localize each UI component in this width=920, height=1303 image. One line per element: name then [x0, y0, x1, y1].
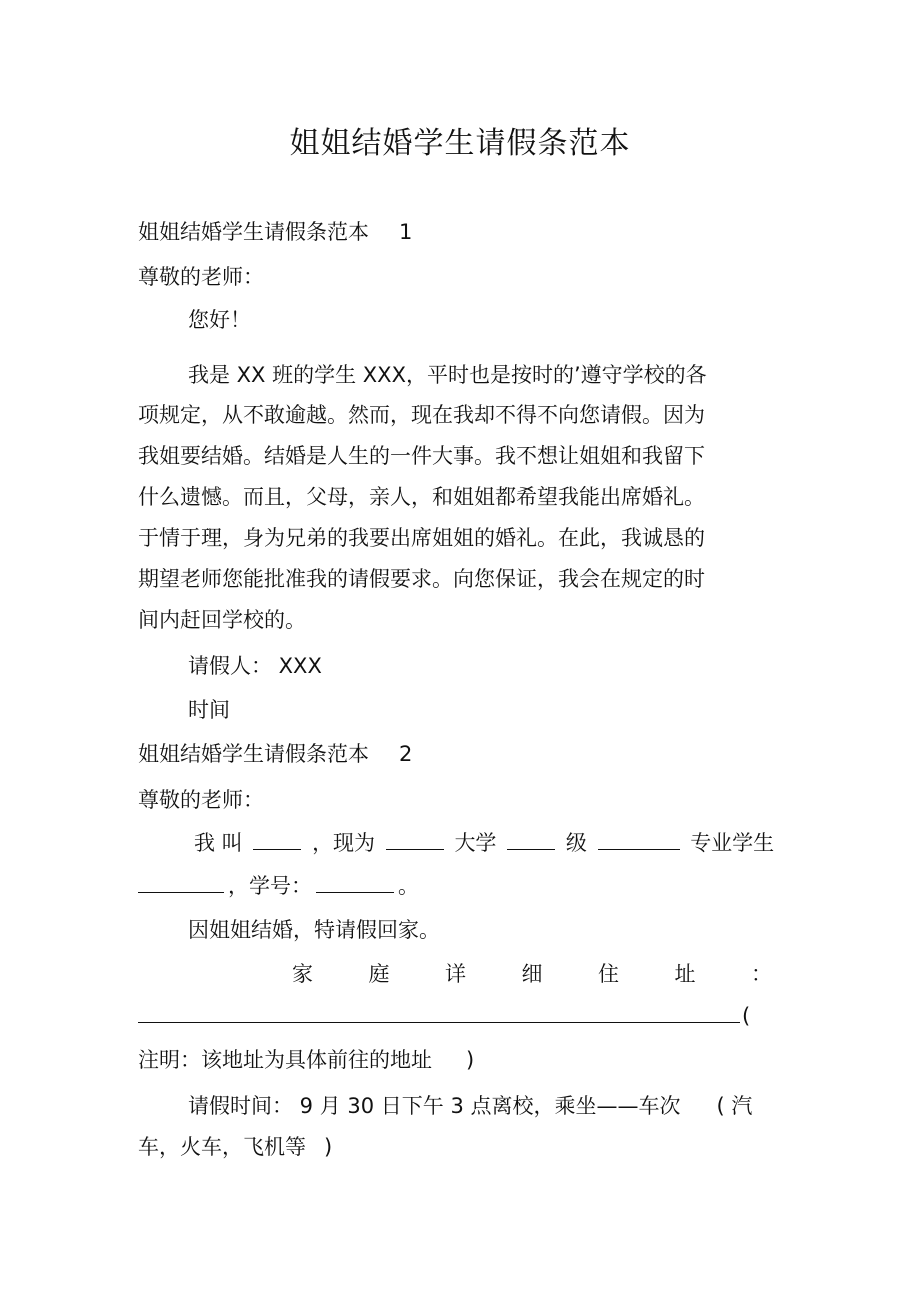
- name-blank: [253, 829, 301, 850]
- form-label: ，学号：: [228, 874, 312, 898]
- document-title: 姐姐结婚学生请假条范本: [289, 126, 631, 161]
- address-char: 细: [521, 962, 543, 986]
- student-id-blank: [316, 872, 394, 893]
- university-blank: [386, 829, 444, 850]
- class-blank: [138, 872, 224, 893]
- form-label: 大学: [454, 831, 497, 855]
- greeting: 尊敬的老师：: [138, 788, 264, 812]
- hello-text: 您好！: [188, 308, 251, 332]
- leave-time-line: [188, 1092, 752, 1120]
- vehicles-line: [138, 1133, 332, 1161]
- reason-line: 因姐姐结婚，特请假回家。: [188, 918, 440, 942]
- address-char: 详: [445, 962, 466, 986]
- form-label: 我 叫: [194, 831, 243, 855]
- body-line: 于情于理，身为兄弟的我要出席姐姐的婚礼。在此，我诚恳的: [138, 526, 705, 550]
- section-1-heading: [138, 218, 412, 246]
- leave-time-text: 请假时间： 9 月 30 日下午 3 点离校，乘坐——车次: [188, 1094, 681, 1118]
- body-line: 什么遗憾。而且，父母，亲人，和姐姐都希望我能出席婚礼。: [138, 485, 705, 509]
- grade-blank: [507, 829, 555, 850]
- address-char: ：: [751, 962, 772, 986]
- body-line: 项规定，从不敢逾越。然而，现在我却不得不向您请假。因为: [138, 403, 705, 427]
- vehicle-open-paren: ( 汽: [716, 1094, 753, 1118]
- form-line-2: [138, 872, 419, 900]
- note-close-paren: ): [466, 1048, 475, 1072]
- section-heading-text: 姐姐结婚学生请假条范本: [138, 220, 369, 244]
- body-line: 间内赶回学校的。: [138, 608, 306, 632]
- body-line: 我姐要结婚。结婚是人生的一件大事。我不想让姐姐和我留下: [138, 444, 705, 468]
- note-text: 注明：该地址为具体前往的地址: [138, 1048, 432, 1072]
- major-blank: [598, 829, 680, 850]
- address-char: 庭: [368, 962, 390, 986]
- address-blank: [138, 1022, 740, 1023]
- vehicles-close-paren: ): [324, 1135, 333, 1159]
- body-line: 期望老师您能批准我的请假要求。向您保证，我会在规定的时: [138, 567, 705, 591]
- form-label: 专业学生: [690, 831, 775, 855]
- form-label: ，现为: [312, 831, 376, 855]
- address-open-paren: (: [742, 1004, 751, 1028]
- section-2-heading: [138, 740, 412, 768]
- form-label: 。: [398, 874, 419, 898]
- address-label: [292, 960, 772, 988]
- section-heading-text: 姐姐结婚学生请假条范本: [138, 742, 369, 766]
- section-number: 2: [399, 742, 413, 766]
- address-char: 址: [674, 962, 696, 986]
- vehicles-text: 车，火车，飞机等: [138, 1135, 306, 1159]
- address-char: 家: [292, 962, 313, 986]
- form-line-1: [194, 829, 774, 857]
- form-label: 级: [565, 831, 587, 855]
- note-line: [138, 1046, 474, 1074]
- time-line: 时间: [188, 698, 230, 722]
- address-char: 住: [598, 962, 619, 986]
- greeting: 尊敬的老师：: [138, 265, 264, 289]
- signer-line: 请假人： XXX: [188, 654, 322, 678]
- section-number: 1: [399, 220, 413, 244]
- body-line: 我是 XX 班的学生 XXX，平时也是按时的’遵守学校的各: [188, 363, 707, 387]
